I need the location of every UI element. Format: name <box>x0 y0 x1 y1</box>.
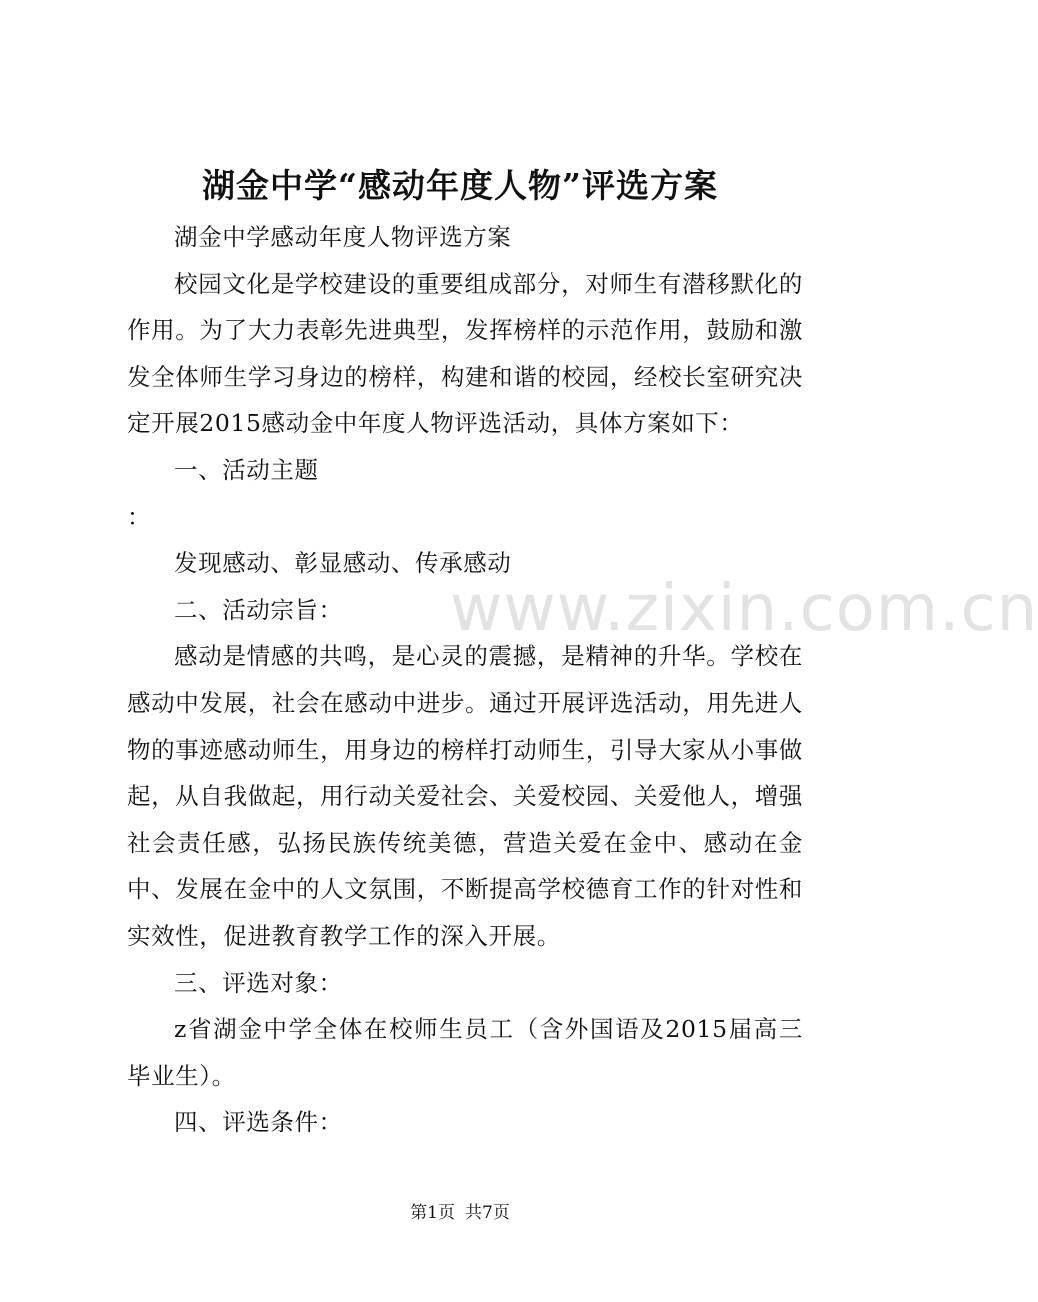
section-heading-theme: 一、活动主题 <box>174 455 319 484</box>
subtitle-paragraph: 湖金中学感动年度人物评选方案 <box>174 223 512 251</box>
section-heading-conditions: 四、评选条件： <box>174 1108 343 1137</box>
document-body <box>127 214 803 1146</box>
page-number-total: 共7页 <box>465 1203 510 1223</box>
section-heading-purpose: 二、活动宗旨： <box>174 595 343 624</box>
section-heading-targets: 三、评选对象： <box>174 968 343 997</box>
intro-paragraph: 校园文化是学校建设的重要组成部分，对师生有潜移默化的作用。为了大力表彰先进典型，发挥榜样的示范作用，鼓励和激发全体师生学习身边的榜样，构建和谐的校园，经校长室研究决定开展2015感动金中年度人物评选活动，具体方案如下： <box>127 269 803 438</box>
watermark: www.zixin.com.cn <box>450 572 1038 646</box>
purpose-paragraph: 感动是情感的共鸣，是心灵的震撼，是精神的升华。学校在感动中发展，社会在感动中进步。通过开展评选活动，用先进人物的事迹感动师生，用身边的榜样打动师生，引导大家从小事做起，从自我做起，用行动关爱社会、关爱校园、关爱他人，增强社会责任感，弘扬民族传统美德，营造关爱在金中、感动在金中、发展在金中的人文氛围，不断提高学校德育工作的针对性和实效性，促进教育教学工作的深入开展。 <box>127 642 803 950</box>
page-footer <box>0 1199 920 1227</box>
colon-line: ： <box>127 502 152 531</box>
targets-paragraph: z省湖金中学全体在校师生员工（含外国语及2015届高三毕业生）。 <box>127 1015 803 1090</box>
theme-paragraph: 发现感动、彰显感动、传承感动 <box>174 549 512 578</box>
page-number-current: 第1页 <box>410 1203 455 1223</box>
document-title: 湖金中学“感动年度人物”评选方案 <box>202 166 718 205</box>
